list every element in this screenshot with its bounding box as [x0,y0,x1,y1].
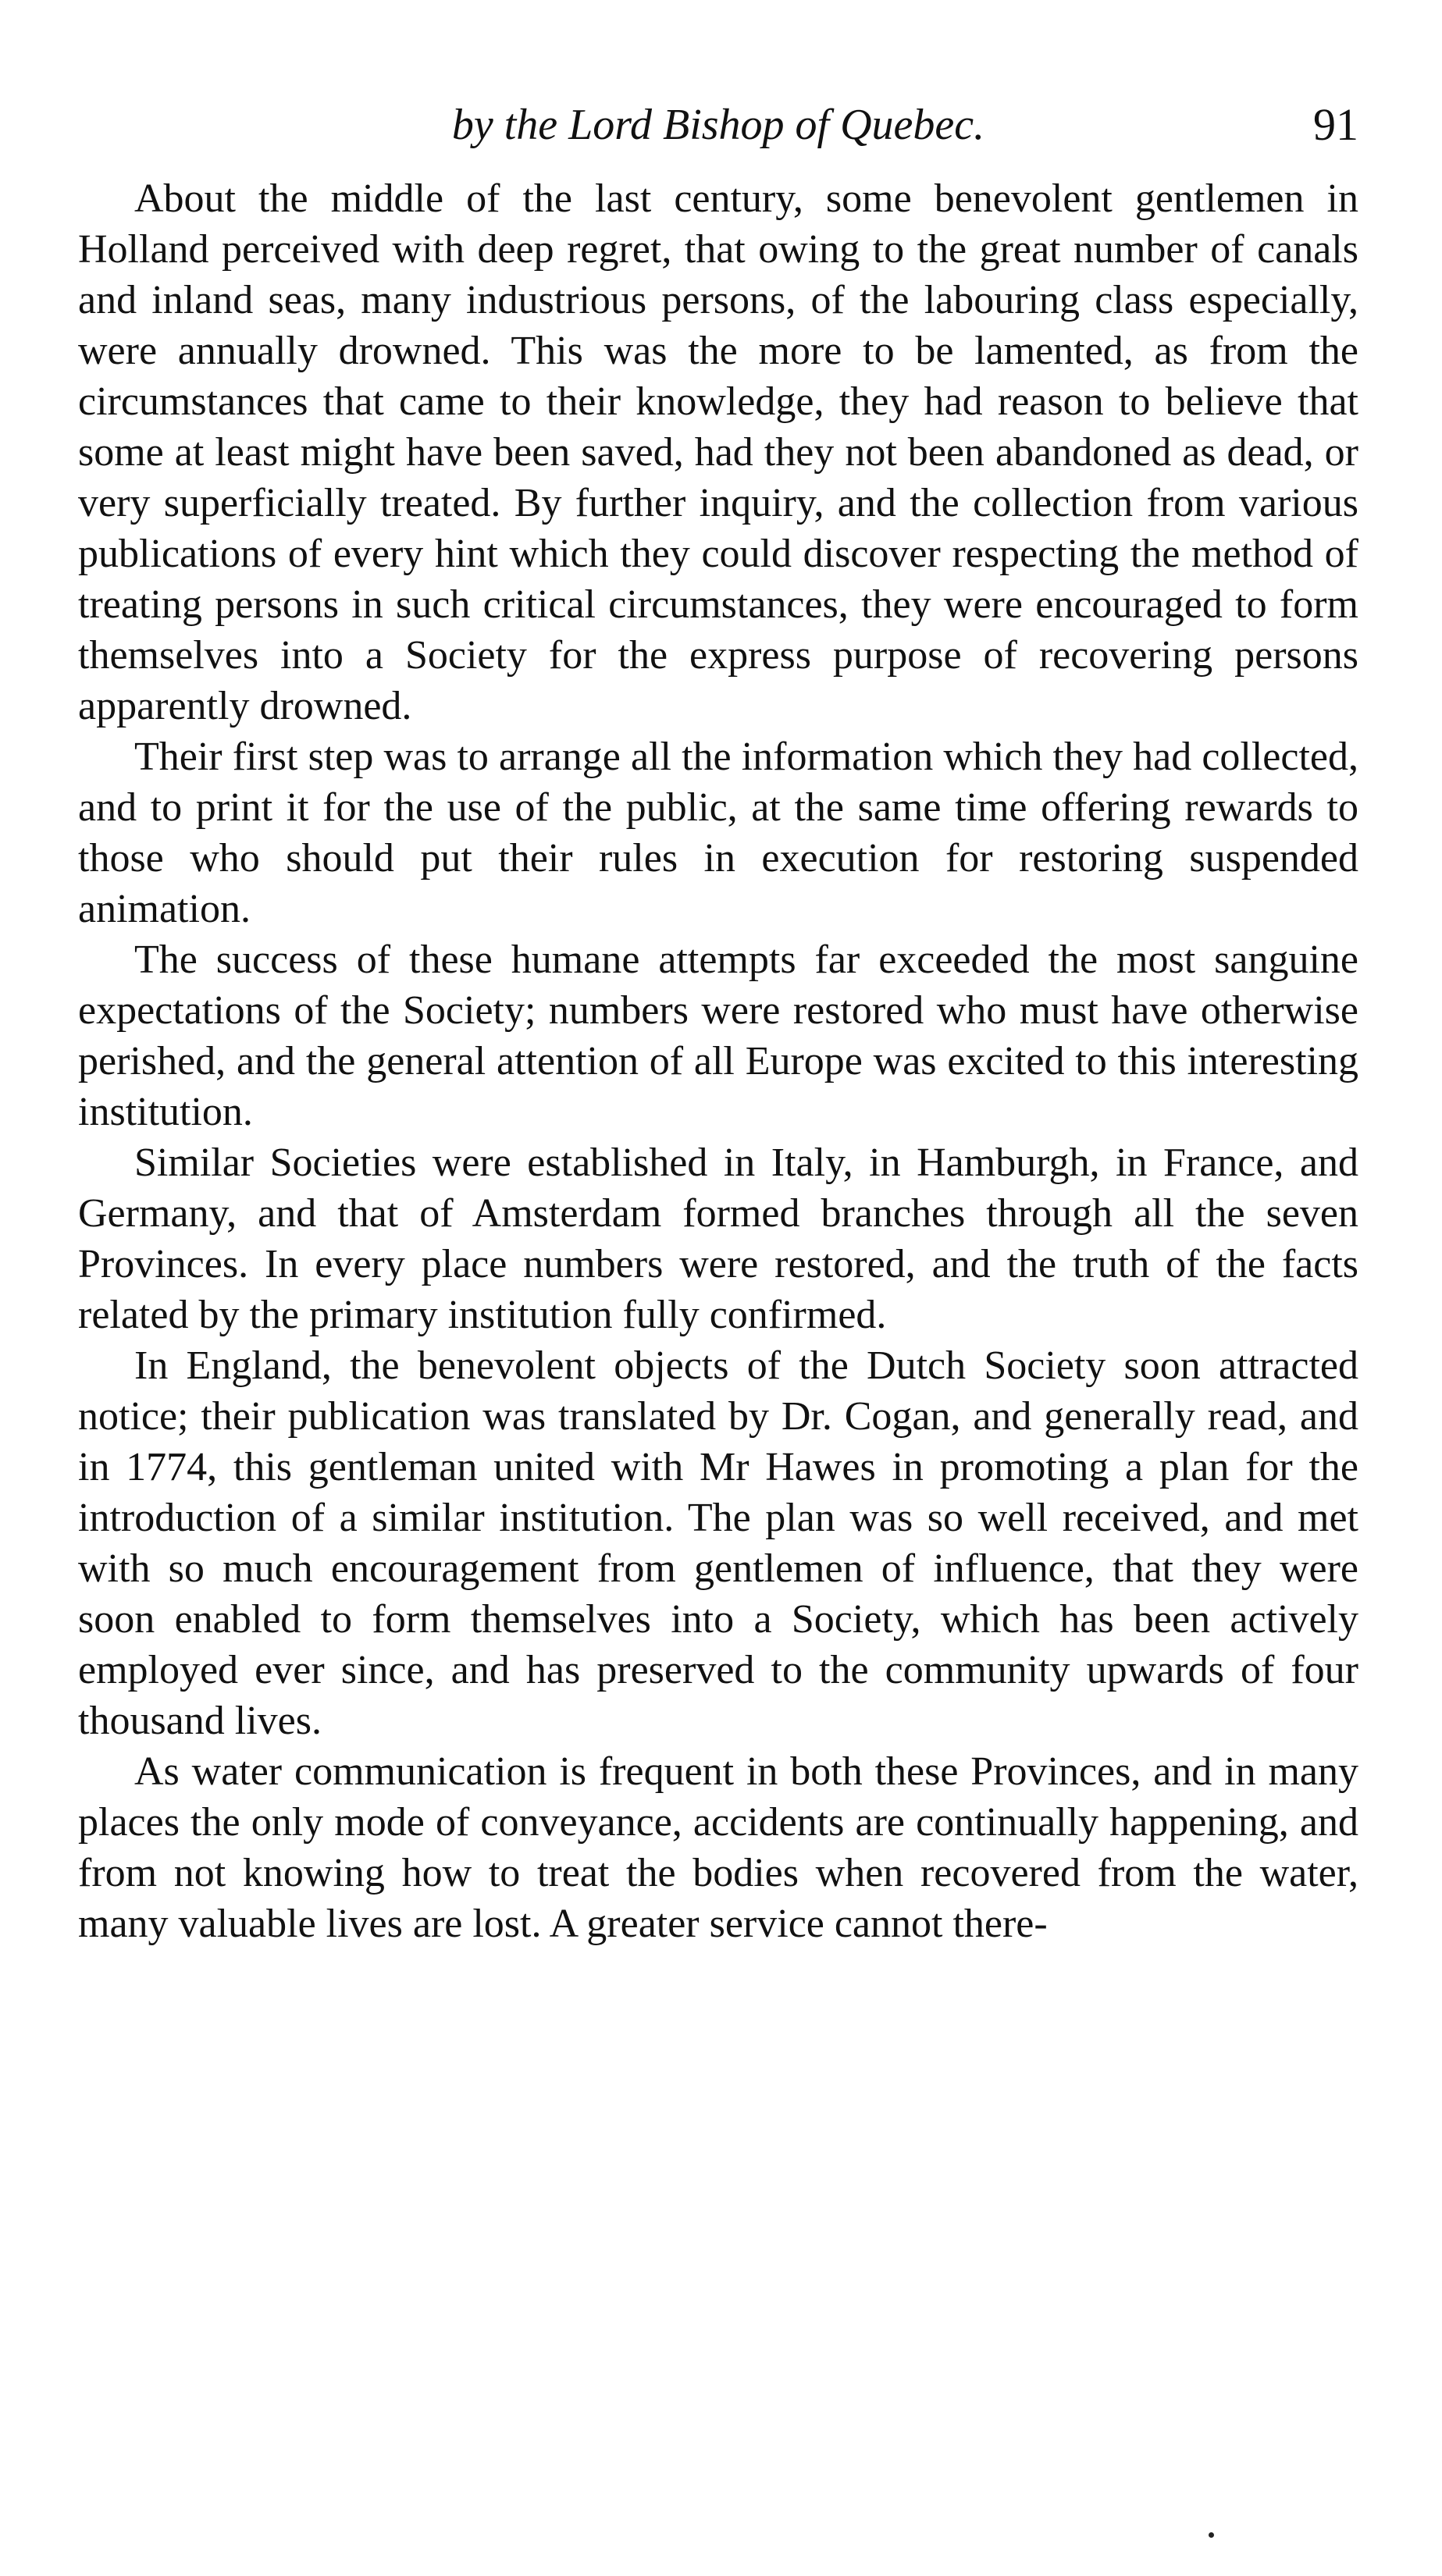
paragraph-success: The success of these humane attempts far exceeded the most sanguine expectations of the Society; numbers were restored who must have otherwise perished, and the general attention of all Europe was excited to this interesting institution. [78,938,1358,1134]
running-title: by the Lord Bishop of Quebec. [451,101,985,149]
paragraph-england: In England, the benevolent objects of the Dutch Society soon attracted notice; their publication was translated by Dr. Cogan, and generally read, and in 1774, this gentleman united with Mr Hawes in promoting a plan for the introduction of a similar institution. The plan was so well received, and met with so much encouragement from gentlemen of influence, that they were soon enabled to form themselves into a Society, which has been actively employed ever since, and has preserved to the community upwards of four thousand lives. [78,1343,1358,1743]
body-text [78,173,1358,1949]
paragraph-similar-societies: Similar Societies were established in Italy, in Hamburgh, in France, and Germany, and that of Amsterdam formed branches through all the seven Provinces. In every place numbers were restored, and the truth of the facts related by the primary institution fully confirmed. [78,1140,1358,1337]
ink-speck [1209,2532,1214,2538]
running-head [78,94,1358,156]
paragraph-water-communication: As water communication is frequent in both these Provinces, and in many places the only mode of conveyance, accidents are continually happening, and from not knowing how to treat the bodies when recovered from the water, many valuable lives are lost. A greater service cannot there- [78,1749,1358,1946]
paragraph-holland-society: About the middle of the last century, some benevolent gentlemen in Holland perceived with deep regret, that owing to the great number of canals and inland seas, many industrious persons, of the labouring class especially, were annually drowned. This was the more to be lamented, as from the circumstances that came to their knowledge, they had reason to believe that some at least might have been saved, had they not been abandoned as dead, or very superficially treated. By further inquiry, and the collection from various publications of every hint which they could discover respecting the method of treating persons in such critical circumstances, they were encouraged to form themselves into a Society for the express purpose of recovering persons apparently drowned. [78,176,1358,728]
page-number: 91 [1313,99,1358,150]
paragraph-first-step: Their first step was to arrange all the information which they had collected, and to print it for the use of the public, at the same time offering rewards to those who should put their rules in execution for restoring suspended animation. [78,735,1358,931]
